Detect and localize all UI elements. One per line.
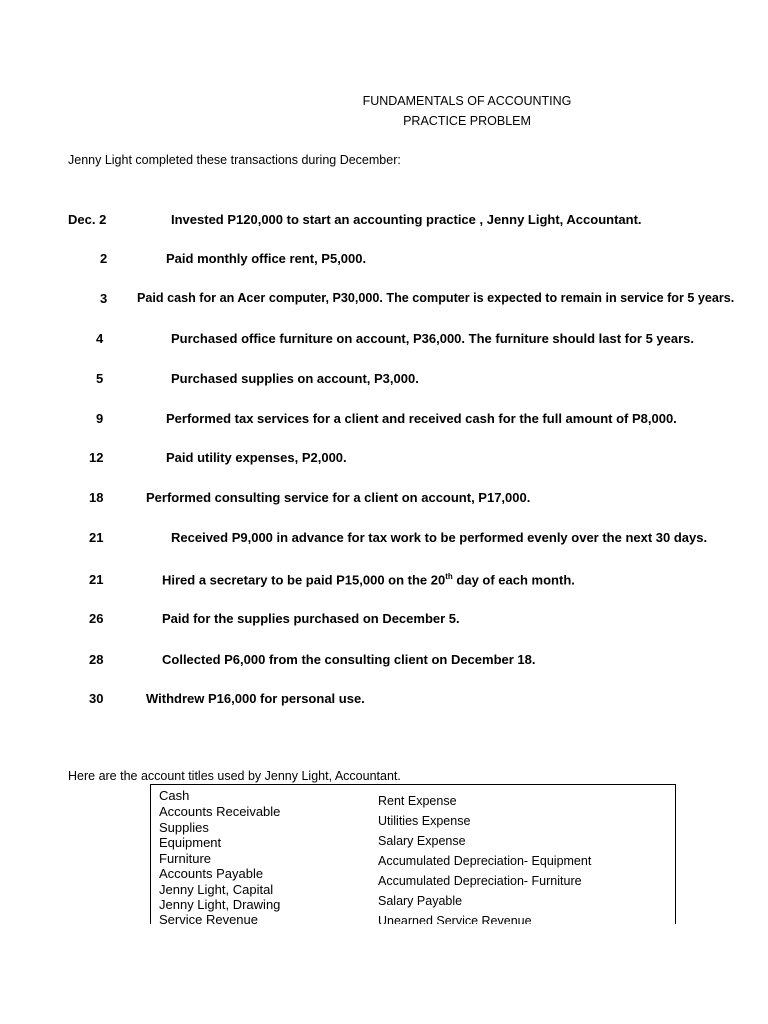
- document-subtitle: PRACTICE PROBLEM: [403, 114, 531, 128]
- transaction-date: 30: [89, 691, 104, 706]
- account-title: Jenny Light, Capital: [159, 882, 274, 897]
- transaction-text: Paid cash for an Acer computer, P30,000. The computer is expected to remain in service for 5 years.: [137, 291, 735, 305]
- account-title: Cash: [159, 788, 190, 803]
- transaction-date: 21: [89, 530, 104, 545]
- transaction-date: 3: [100, 291, 108, 306]
- account-titles-table: [150, 784, 676, 924]
- transaction-date: 21: [89, 572, 104, 587]
- transaction-text: Collected P6,000 from the consulting client on December 18.: [162, 652, 536, 667]
- transaction-date: 18: [89, 490, 104, 505]
- account-title: Salary Payable: [378, 894, 463, 908]
- transaction-date: Dec. 2: [68, 212, 107, 227]
- account-title: Furniture: [159, 851, 212, 866]
- transaction-text: Paid utility expenses, P2,000.: [166, 450, 347, 465]
- account-title: Service Revenue: [159, 912, 258, 924]
- transaction-text: Paid for the supplies purchased on December 5.: [162, 611, 460, 626]
- account-title: Accumulated Depreciation- Furniture: [378, 874, 582, 888]
- transaction-date: 26: [89, 611, 104, 626]
- transaction-text-part: day of each month.: [452, 572, 575, 588]
- transaction-text: Withdrew P16,000 for personal use.: [146, 691, 365, 706]
- intro-text: Jenny Light completed these transactions during December:: [68, 153, 401, 167]
- account-title: Equipment: [159, 835, 222, 850]
- account-title: Rent Expense: [378, 794, 457, 808]
- account-title: Utilities Expense: [378, 814, 471, 828]
- document-title: FUNDAMENTALS OF ACCOUNTING: [362, 94, 572, 108]
- account-title: Jenny Light, Drawing: [159, 897, 281, 912]
- account-title: Salary Expense: [378, 834, 466, 848]
- transaction-date: 12: [89, 450, 104, 465]
- account-title: Accounts Receivable: [159, 804, 281, 819]
- account-title: Unearned Service Revenue: [378, 914, 532, 924]
- transaction-text: Purchased office furniture on account, P36,000. The furniture should last for 5 years.: [171, 331, 695, 346]
- transaction-text: [162, 572, 575, 587]
- account-title: Accumulated Depreciation- Equipment: [378, 854, 592, 868]
- transaction-text: Performed consulting service for a client on account, P17,000.: [146, 490, 531, 505]
- transaction-text: Performed tax services for a client and received cash for the full amount of P8,000.: [166, 411, 677, 426]
- account-title: Accounts Payable: [159, 866, 264, 881]
- transaction-text-part: Hired a secretary to be paid P15,000 on the 20: [162, 572, 446, 588]
- transaction-date: 4: [96, 331, 104, 346]
- transaction-date: 9: [96, 411, 104, 426]
- transaction-text: Invested P120,000 to start an accounting practice , Jenny Light, Accountant.: [171, 212, 642, 227]
- transaction-date: 5: [96, 371, 104, 386]
- accounts-intro: Here are the account titles used by Jenny Light, Accountant.: [68, 769, 401, 783]
- transaction-text: Paid monthly office rent, P5,000.: [166, 251, 367, 266]
- ordinal-suffix: th: [445, 572, 453, 581]
- transaction-date: 2: [100, 251, 108, 266]
- transaction-text: Purchased supplies on account, P3,000.: [171, 371, 419, 386]
- transaction-text: Received P9,000 in advance for tax work to be performed evenly over the next 30 days.: [171, 530, 708, 545]
- transaction-date: 28: [89, 652, 104, 667]
- account-title: Supplies: [159, 820, 209, 835]
